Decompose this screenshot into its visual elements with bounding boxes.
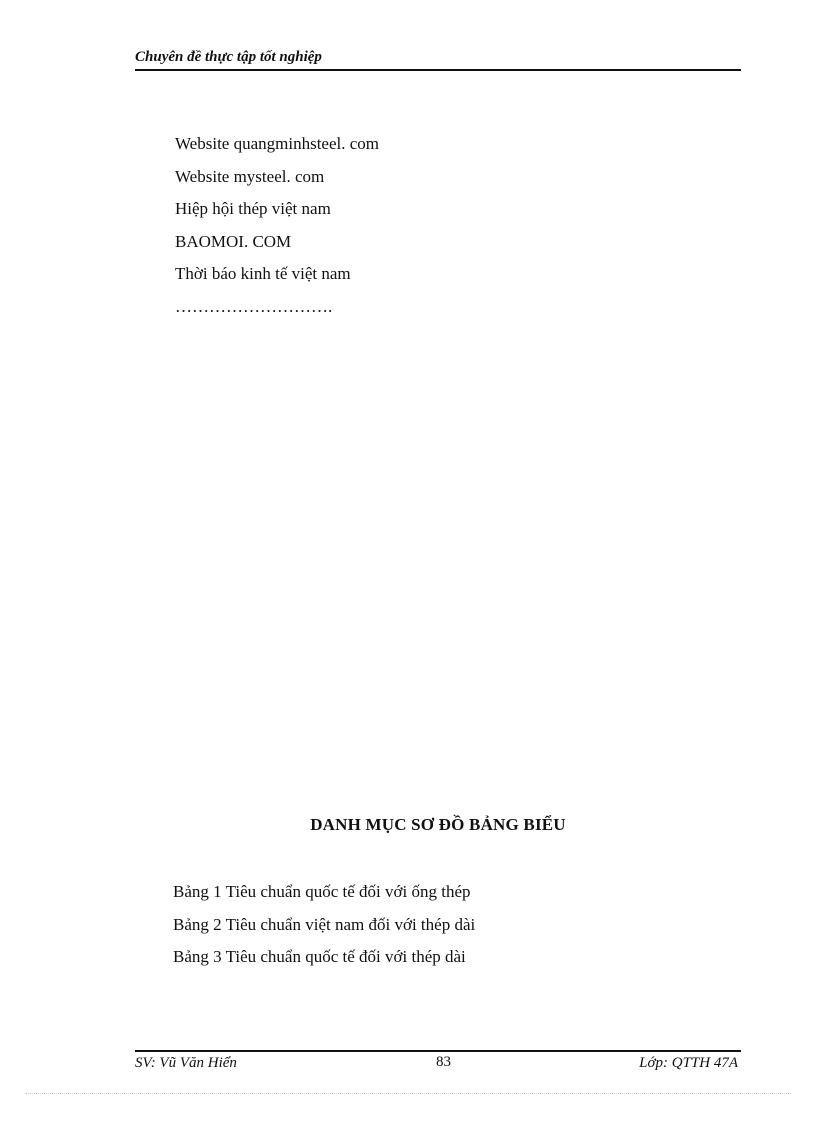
reference-list (175, 131, 379, 326)
reference-item: BAOMOI. COM (175, 231, 292, 251)
section-title: DANH MỤC SƠ ĐỒ BẢNG BIỂU (310, 815, 566, 834)
reference-item: Thời báo kinh tế việt nam (175, 264, 351, 283)
page-bottom-dotted-rule (25, 1093, 791, 1094)
reference-item: Website mysteel. com (175, 166, 325, 186)
reference-item: Website quangminhsteel. com (175, 134, 379, 153)
footer-student: SV: Vũ Văn Hiển (135, 1055, 237, 1071)
header-title: Chuyên đề thực tập tốt nghiệp (135, 49, 322, 65)
reference-item: Hiệp hội thép việt nam (175, 199, 331, 218)
table-list-item: Bảng 3 Tiêu chuẩn quốc tế đối với thép dài (173, 947, 466, 966)
table-list-item: Bảng 1 Tiêu chuẩn quốc tế đối với ống thép (173, 882, 471, 901)
header-rule (135, 69, 741, 71)
page-number: 83 (436, 1054, 451, 1070)
footer-rule (135, 1050, 741, 1052)
footer-class: Lớp: QTTH 47A (639, 1055, 738, 1071)
table-list (173, 879, 475, 977)
reference-ellipsis: ………………………. (175, 296, 333, 316)
table-list-item: Bảng 2 Tiêu chuẩn việt nam đối với thép dài (173, 914, 476, 934)
